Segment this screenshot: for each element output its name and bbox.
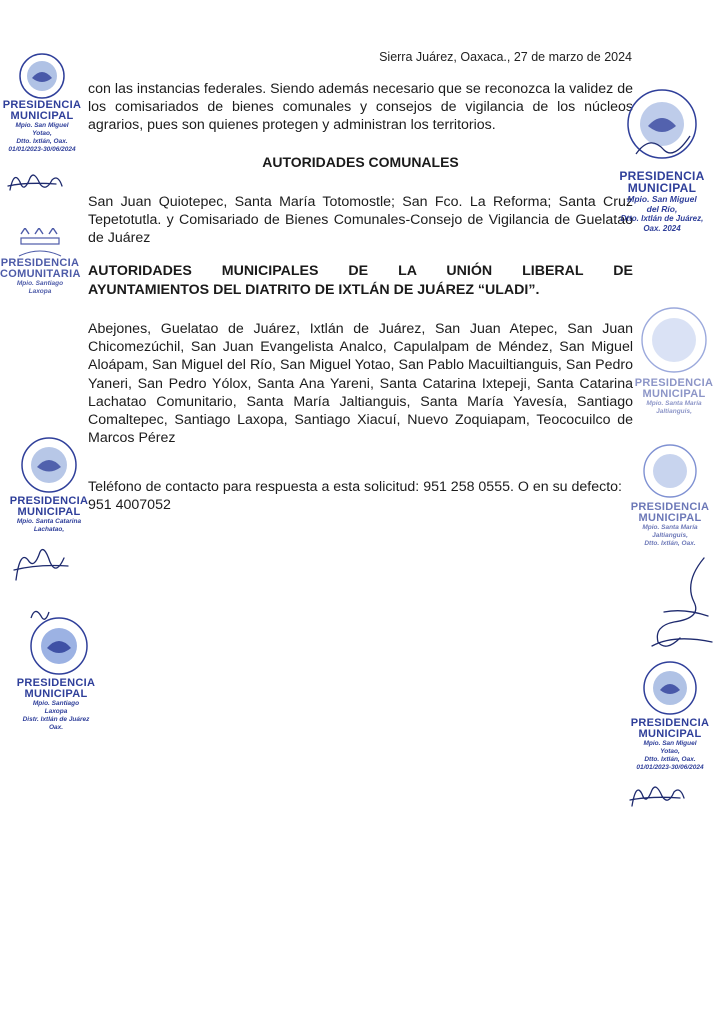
contact-paragraph: Teléfono de contacto para respuesta a esta solicitud: 951 258 0555. O en su defecto: 951 4007052 [88,479,622,514]
comunales-paragraph: San Juan Quiotepec, Santa María Totomostle; San Fco. La Reforma; Santa Cruz Tepetotutla. y Comisariado de Bienes Comunales-Consejo de Vigilancia de Guelatao de Juárez [88,194,633,247]
stamp-right-4: PRESIDENCIA MUNICIPAL Mpio. San Miguel Yotao, Dtto. Ixtlán, Oax. 01/01/2023-30/06/2024 [622,658,718,772]
stamp-left-2: PRESIDENCIA COMUNITARIA Mpio. Santiago Laxopa [0,228,80,296]
seal-emblem-icon [634,300,714,378]
place-date: Sierra Juárez, Oaxaca., 27 de marzo de 2024 [379,50,632,64]
signature-left-1 [6,168,66,198]
intro-paragraph: con las instancias federales. Siendo además necesario que se reconozca la validez de los comisariados de bienes comunales y consejos de vigilancia de los núcleos agrarios, pues son quienes protegen y administran los territorios. [88,81,633,134]
seal-emblem-icon [12,48,72,100]
municipales-heading-line1: AUTORIDADES MUNICIPALES DE LA UNIÓN LIBERAL DE [88,263,633,279]
stamp-right-3: PRESIDENCIA MUNICIPAL Mpio. Santa María Jaltianguis, Dtto. Ixtlán, Oax. [624,440,716,548]
stamp-right-2: PRESIDENCIA MUNICIPAL Mpio. Santa María Jaltianguis, [628,300,720,416]
seal-emblem-icon [21,606,91,678]
seal-crown-icon [15,228,65,258]
stamp-right-1: PRESIDENCIA MUNICIPAL Mpio. San Miguel del Río, Dtto. Ixtlán de Juárez, Oax. 2024 [604,84,720,234]
seal-emblem-icon [639,658,701,718]
comunales-heading: AUTORIDADES COMUNALES [262,154,459,170]
signature-left-3 [10,540,72,586]
seal-emblem-icon [639,440,701,502]
stamp-left-3: PRESIDENCIA MUNICIPAL Mpio. Santa Catarina Lachatao, [8,434,90,534]
municipios-paragraph: Abejones, Guelatao de Juárez, Ixtlán de Juárez, San Juan Atepec, San Juan Chicomezúchil, San Juan Evangelista Analco, Capulalpam de Méndez, San Miguel Aloápam, San Miguel del Río, San Miguel Yotao, San Pablo Macuiltianguis, San Pedro Yaneri, San Pedro Yólox, Santa Ana Yareni, Santa Catarina Ixtepeji, Santa Catarina Lachatao Comunitario, Santa María Jaltianguis, Santa María Yavesía, Santiago Comaltepec, Santiago Laxopa, Santiago Xiacuí, Nuevo Zoquiapam, Teococuilco de Marcos Pérez [88,321,633,447]
signature-right-3 [644,552,716,652]
stamp-left-4: PRESIDENCIA MUNICIPAL Mpio. Santiago Laxopa Distr. Ixtlán de Juárez Oax. [12,606,100,732]
municipales-heading-line2: AYUNTAMIENTOS DEL DIATRITO DE IXTLÁN DE JUÁREZ “ULADI”. [88,281,540,298]
signature-right-4 [628,778,688,814]
seal-emblem-icon [18,434,80,496]
stamp-left-1: PRESIDENCIA MUNICIPAL Mpio. San Miguel Yotao, Dtto. Ixtlán, Oax. 01/01/2023-30/06/2024 [2,48,82,154]
seal-emblem-icon [620,84,704,170]
municipales-heading [88,262,633,299]
